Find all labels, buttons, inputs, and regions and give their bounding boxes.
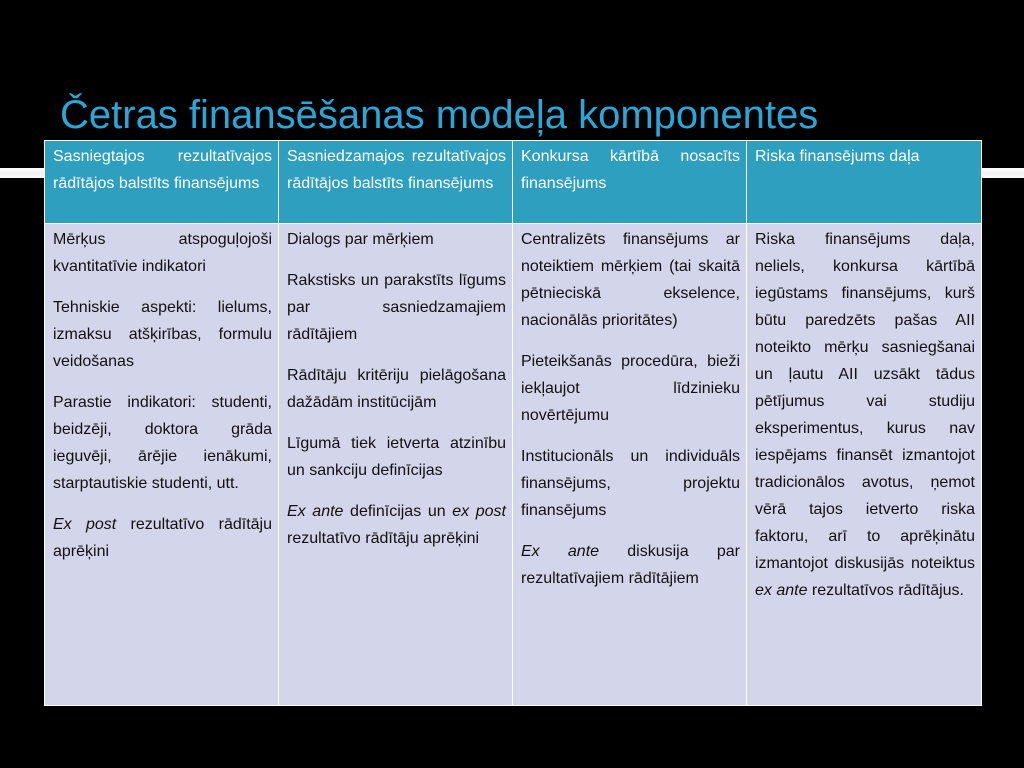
cell-paragraph: Līgumā tiek ietverta atzinību un sankciju definīcijas <box>287 435 506 479</box>
header-cell-risk-funding: Riska finansējums daļa <box>747 141 982 224</box>
cell-text: rezultatīvo rādītāju aprēķini <box>287 530 480 547</box>
italic-term: Ex ante <box>521 543 600 560</box>
cell-paragraph <box>521 538 740 592</box>
header-cell-achieved-indicators: Sasniegtajos rezultatīvajos rādītājos balstīts finansējums <box>45 141 279 224</box>
funding-model-table <box>44 140 982 706</box>
cell-paragraph <box>755 226 975 604</box>
cell-achieved-indicators <box>45 224 279 706</box>
italic-term: ex post <box>452 503 506 520</box>
cell-paragraph: Mērķus atspoguļojoši kvantitatīvie indikatori <box>53 231 272 275</box>
italic-term: ex ante <box>755 582 808 599</box>
cell-text: rezultatīvo rādītāju aprēķini <box>53 516 272 560</box>
cell-paragraph: Tehniskie aspekti: lielums, izmaksu atšķirības, formulu veidošanas <box>53 299 272 370</box>
cell-paragraph: Centralizēts finansējums ar noteiktiem mērķiem (tai skaitā pētnieciskā ekselence, nacionālās prioritātes) <box>521 231 740 329</box>
cell-paragraph: Rādītāju kritēriju pielāgošana dažādām institūcijām <box>287 367 506 411</box>
cell-target-indicators <box>279 224 513 706</box>
cell-paragraph: Parastie indikatori: studenti, beidzēji, doktora grāda ieguvēji, ārējie ienākumi, starptautiskie studenti, utt. <box>53 394 272 492</box>
cell-paragraph: Pieteikšanās procedūra, bieži iekļaujot līdzinieku novērtējumu <box>521 353 740 424</box>
italic-term: Ex post <box>53 516 117 533</box>
header-cell-target-indicators: Sasniedzamajos rezultatīvajos rādītājos balstīts finansējums <box>279 141 513 224</box>
italic-term: Ex ante <box>287 503 344 520</box>
cell-competitive-funding <box>513 224 747 706</box>
cell-text: definīcijas un <box>343 503 453 520</box>
cell-paragraph: Institucionāls un individuāls finansējums, projektu finansējums <box>521 448 740 519</box>
cell-paragraph: Dialogs par mērķiem <box>287 231 434 248</box>
cell-text: diskusija par rezultatīvajiem rādītājiem <box>521 543 740 587</box>
cell-paragraph <box>53 511 272 565</box>
slide-title: Četras finansēšanas modeļa komponentes <box>60 92 819 137</box>
table-header-row <box>45 141 982 224</box>
cell-paragraph: Rakstisks un parakstīts līgums par sasniedzamajiem rādītājiem <box>287 272 506 343</box>
cell-text: Riska finansējums daļa, neliels, konkursa kārtībā iegūstams finansējums, kurš būtu paredzēts pašas AII noteikto mērķu sasniegšanai un ļautu AII uzsākt tādus pētījumus vai studiju eksperimentus, kurus nav iespējams finansēt izmantojot tradicionālos avotus, ņemot vērā tajos ietverto riska faktoru, arī to aprēķinātu izmantojot diskusijās noteiktus <box>755 231 975 572</box>
cell-paragraph <box>287 498 506 552</box>
cell-risk-funding <box>747 224 982 706</box>
table-row <box>45 224 982 706</box>
header-cell-competitive-funding: Konkursa kārtībā nosacīts finansējums <box>513 141 747 224</box>
cell-text: rezultatīvos rādītājus. <box>807 582 964 599</box>
